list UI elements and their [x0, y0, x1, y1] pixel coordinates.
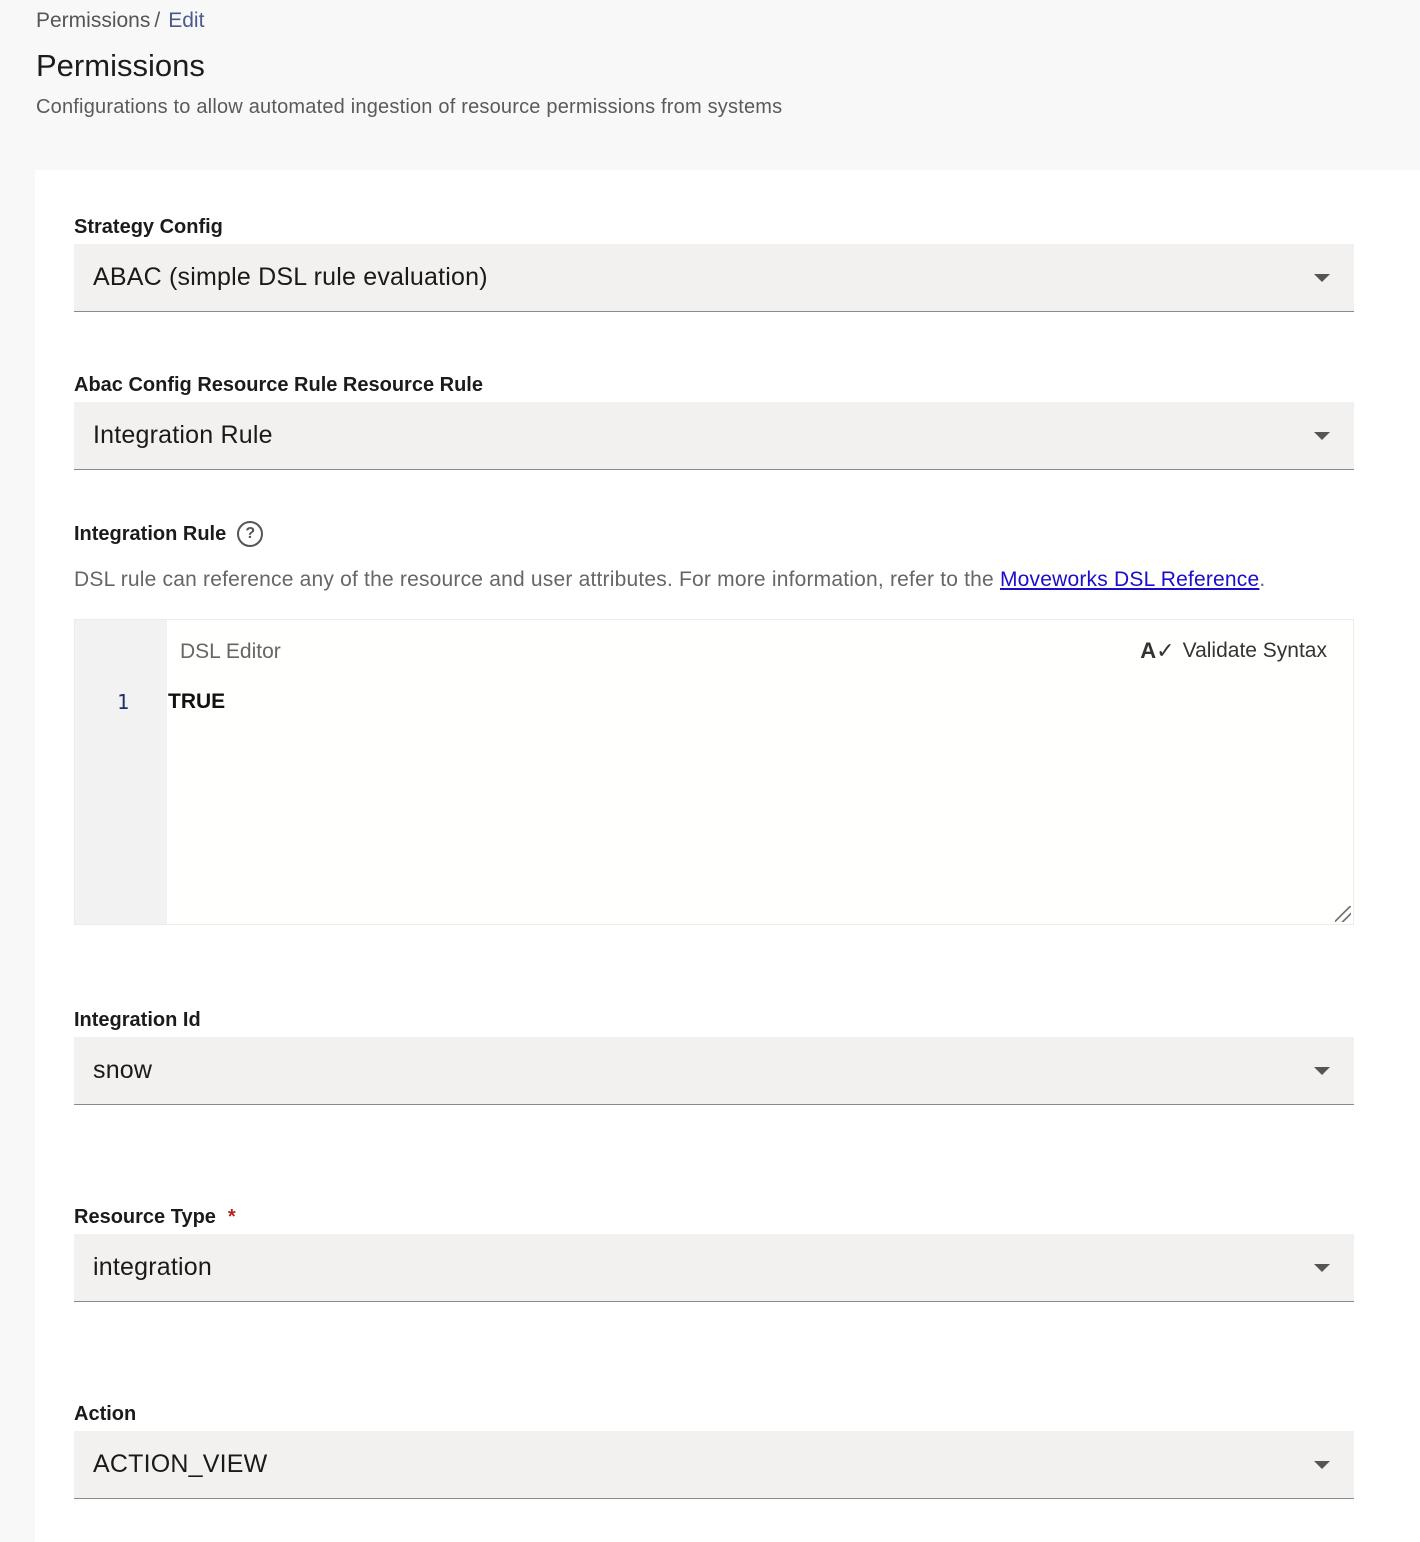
chevron-down-icon [1314, 1264, 1330, 1272]
code-line[interactable]: TRUE [168, 690, 226, 713]
resource-type-select[interactable] [74, 1234, 1354, 1302]
resource-rule-value: Integration Rule [93, 421, 273, 449]
resource-rule-select[interactable] [74, 402, 1354, 470]
resource-type-value: integration [93, 1253, 212, 1281]
page-title: Permissions [36, 48, 205, 83]
strategy-config-select[interactable] [74, 244, 1354, 312]
resource-type-label: Resource Type [74, 1206, 216, 1228]
strategy-config-value: ABAC (simple DSL rule evaluation) [93, 263, 488, 291]
strategy-config-label: Strategy Config [74, 216, 223, 238]
integration-id-select[interactable] [74, 1037, 1354, 1105]
integration-rule-help-text [74, 568, 1265, 592]
spellcheck-icon: A✓ [1140, 638, 1175, 663]
validate-syntax-button[interactable] [1140, 638, 1327, 664]
line-number: 1 [117, 690, 130, 714]
chevron-down-icon [1314, 1067, 1330, 1075]
help-text-body: DSL rule can reference any of the resource and user attributes. For more information, refer to the [74, 568, 1000, 591]
dsl-editor[interactable] [74, 619, 1354, 925]
page-subtitle: Configurations to allow automated ingestion of resource permissions from systems [36, 96, 783, 118]
breadcrumb-separator: / [154, 9, 161, 32]
dsl-reference-link[interactable]: Moveworks DSL Reference [999, 568, 1260, 591]
resize-handle[interactable] [1335, 906, 1351, 922]
form-card [35, 170, 1420, 1542]
breadcrumb-current: Edit [168, 9, 205, 32]
integration-id-value: snow [93, 1056, 153, 1084]
action-value: ACTION_VIEW [93, 1450, 268, 1478]
action-select[interactable] [74, 1431, 1354, 1499]
chevron-down-icon [1314, 432, 1330, 440]
editor-gutter [75, 620, 167, 924]
integration-id-label: Integration Id [74, 1009, 201, 1031]
chevron-down-icon [1314, 1461, 1330, 1469]
help-text-end: . [1259, 568, 1266, 591]
resource-rule-label: Abac Config Resource Rule Resource Rule [74, 374, 483, 396]
breadcrumb-parent[interactable]: Permissions [36, 9, 151, 32]
integration-rule-label-row [74, 521, 263, 547]
resource-type-label-row [74, 1206, 236, 1229]
editor-title: DSL Editor [180, 640, 281, 663]
required-mark: * [227, 1206, 236, 1228]
help-icon[interactable]: ? [237, 521, 263, 547]
integration-rule-label: Integration Rule [74, 522, 227, 545]
breadcrumb [36, 9, 204, 33]
chevron-down-icon [1314, 274, 1330, 282]
validate-syntax-label: Validate Syntax [1182, 639, 1327, 662]
action-label: Action [74, 1403, 137, 1425]
